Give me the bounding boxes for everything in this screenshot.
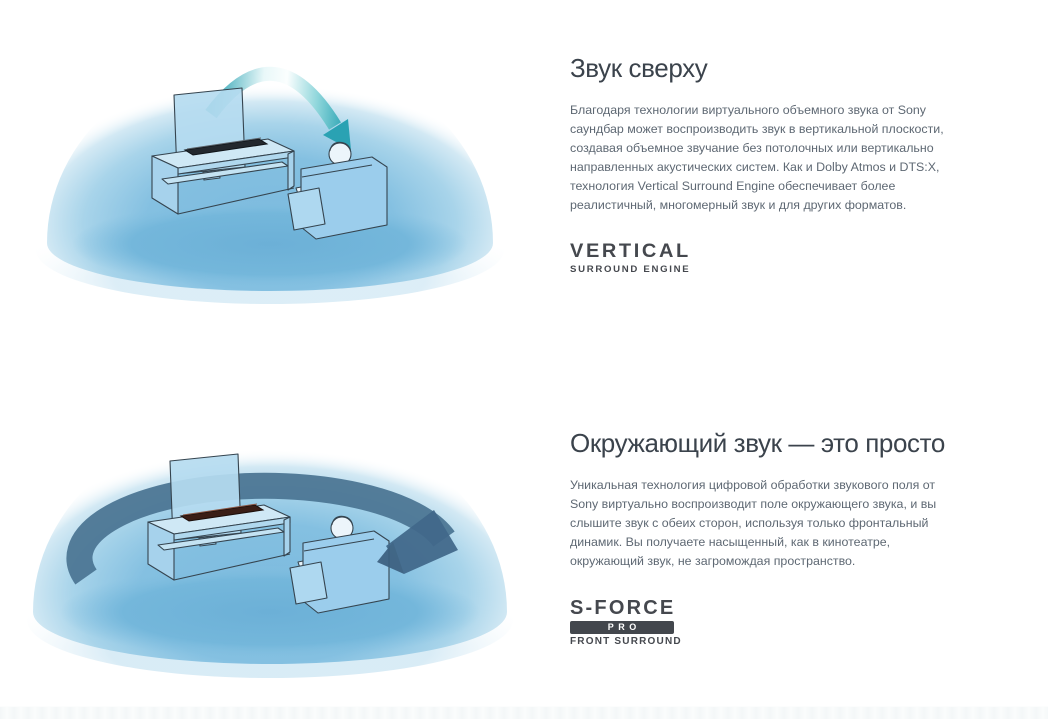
section-heading: Окружающий звук — это просто <box>570 428 945 458</box>
logo-subtitle: FRONT SURROUND <box>570 635 682 647</box>
logo-title: S-FORCE <box>570 596 676 619</box>
feature-section-s-force <box>570 428 950 647</box>
logo-subtitle: SURROUND ENGINE <box>570 263 691 275</box>
feature-section-vertical-surround <box>570 53 950 274</box>
dome-surround-sound-illustration <box>25 400 515 695</box>
vertical-surround-engine-logo <box>570 242 950 275</box>
logo-pro-badge: PRO <box>570 621 674 634</box>
logo-title: VERTICAL <box>570 240 691 262</box>
s-force-pro-front-surround-logo <box>570 598 950 647</box>
dome-overhead-sound-illustration <box>35 38 505 308</box>
sound-dome-shape <box>36 51 504 304</box>
section-heading: Звук сверху <box>570 53 708 83</box>
section-body: Благодаря технологии виртуального объемного звука от Sony саундбар может воспроизводить звук в вертикальной плоскости, создавая объемное звучание без потолочных или вертикально направленных акустических систем. Как и Dolby Atmos и DTS:X, технология Vertical Surround Engine обеспечивает более реалистичный, многомерный звук и для других форматов. <box>570 103 944 212</box>
section-body: Уникальная технология цифровой обработки звукового поля от Sony виртуально воспроизводит поле окружающего звука, и вы слышите звук с обеих сторон, используя только фронтальный динамик. Вы получаете насыщенный, как в кинотеатре, окружающий звук, не загромождая пространство. <box>570 478 937 568</box>
next-section-top-edge <box>0 706 1048 719</box>
